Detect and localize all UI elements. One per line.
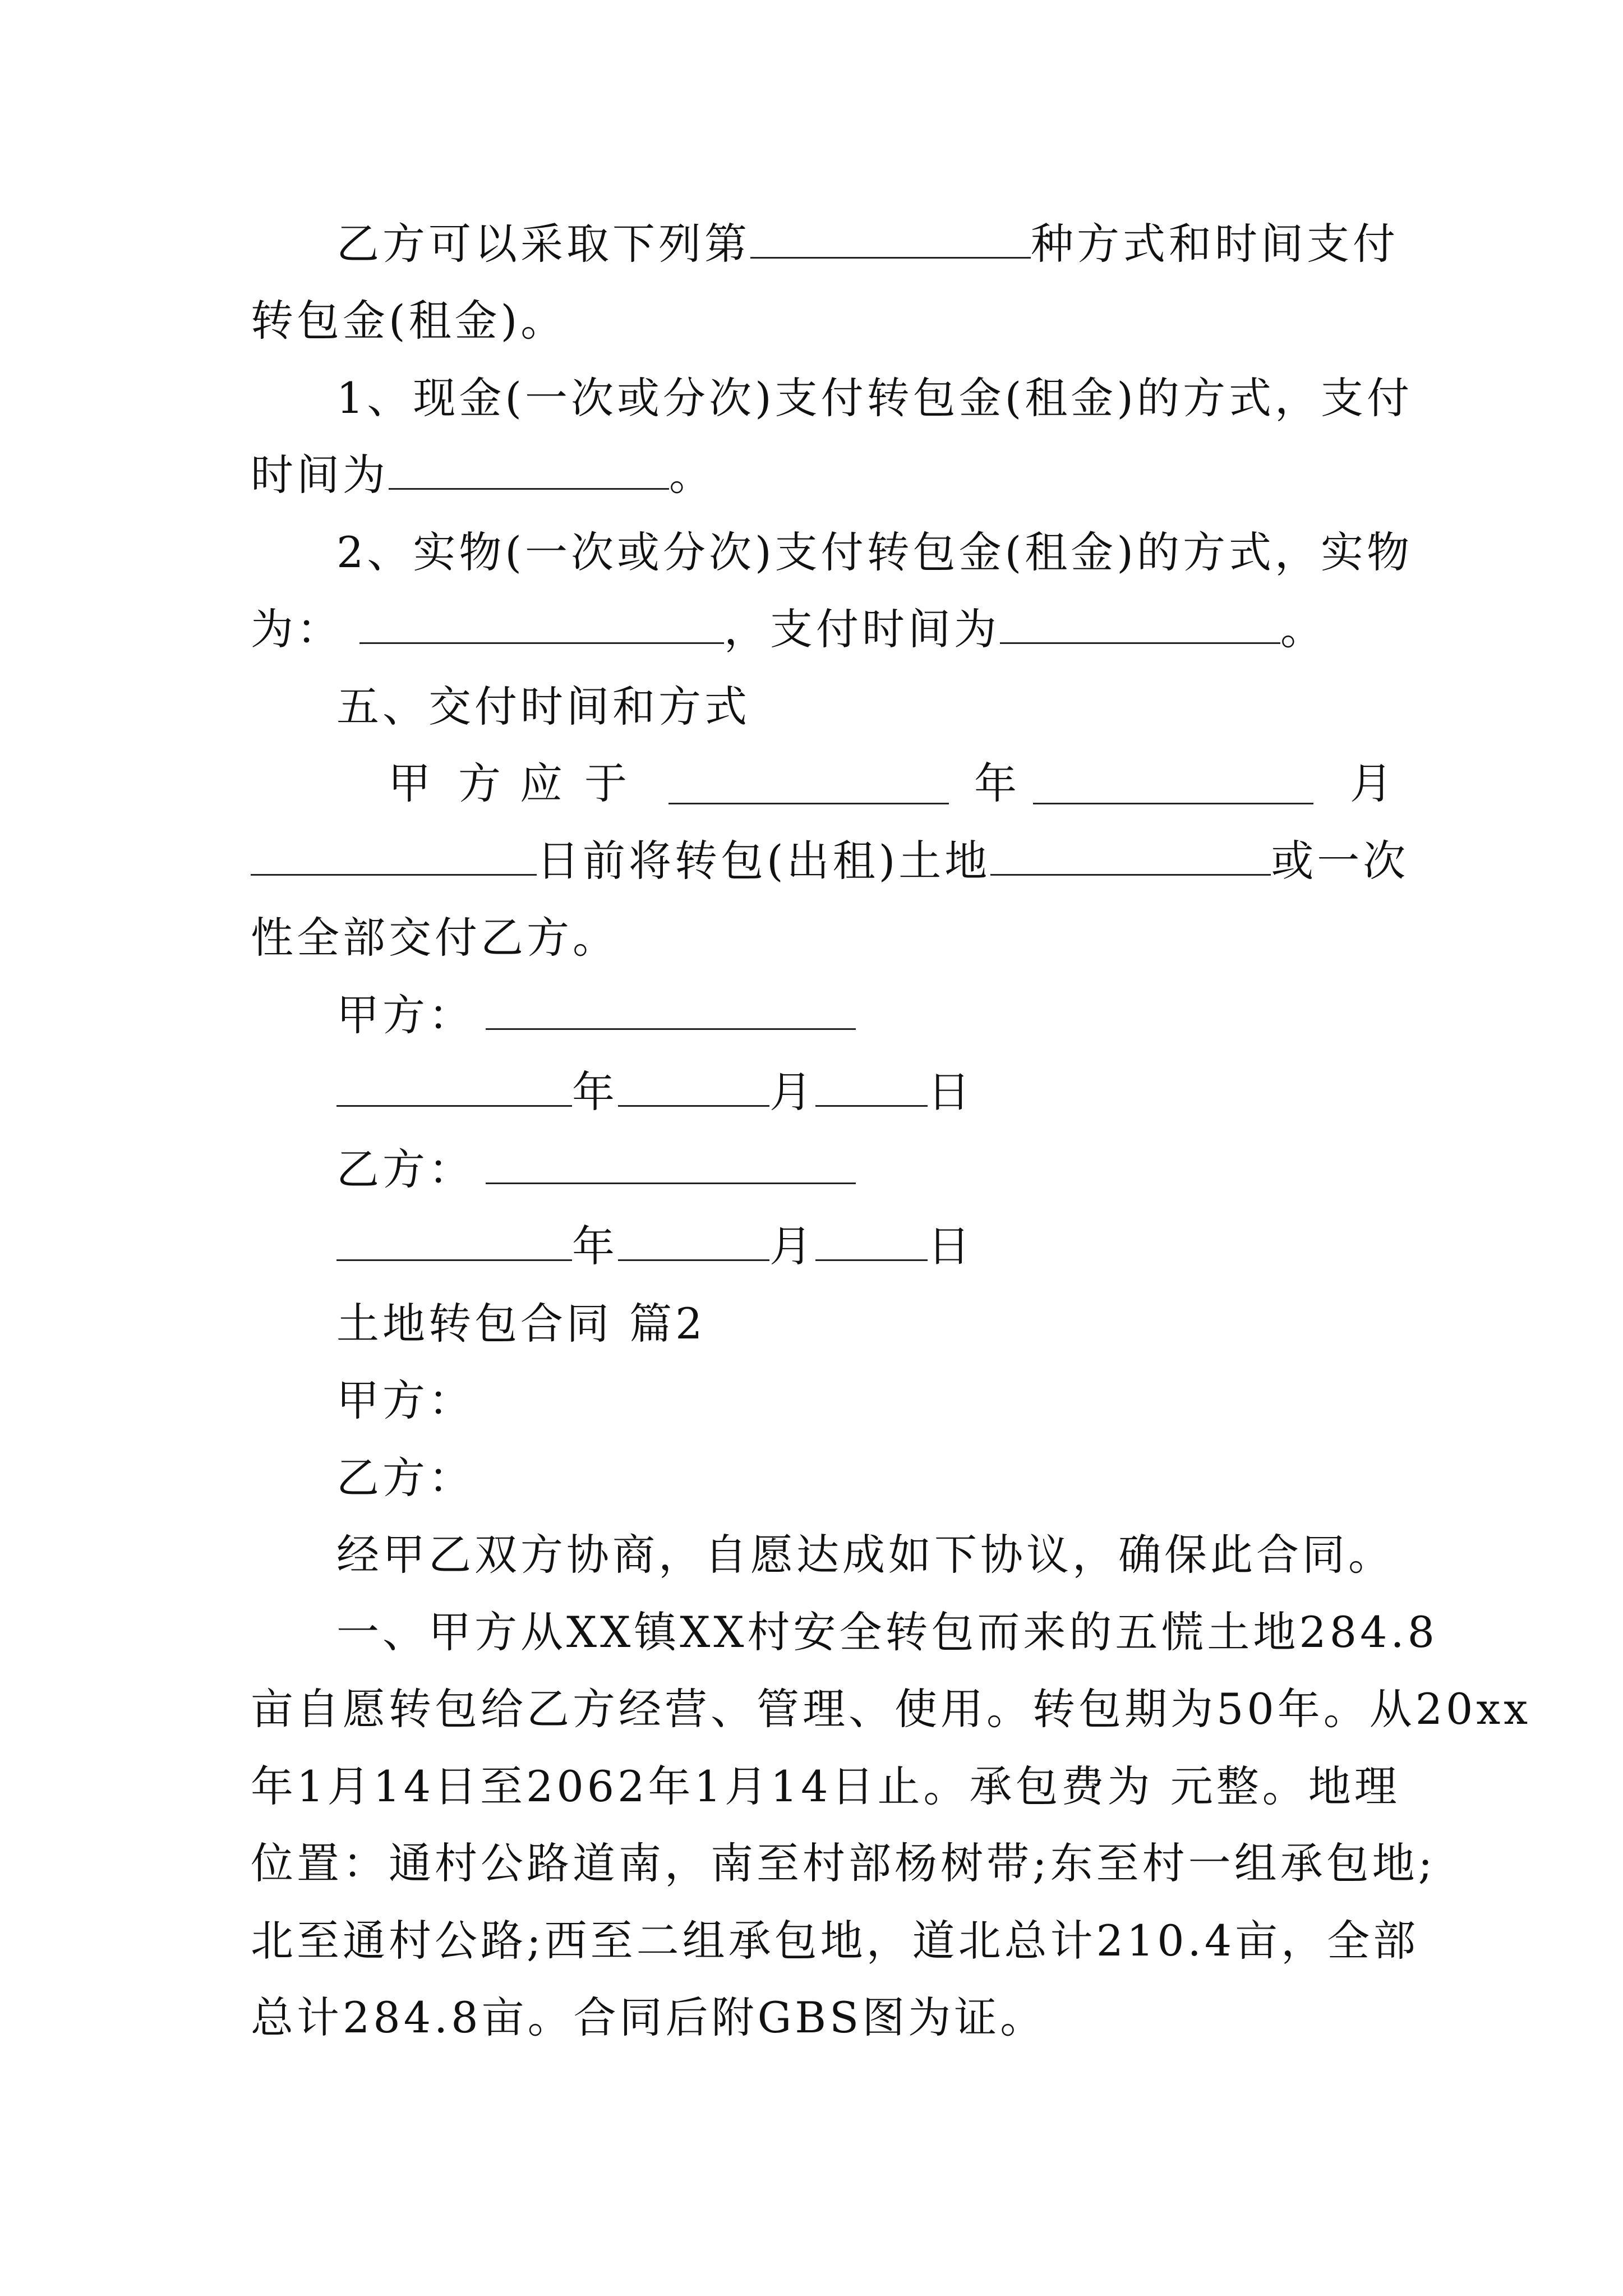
label: 乙方： [336, 1144, 474, 1194]
text: 日 [928, 1221, 974, 1271]
label: 甲方： [336, 1375, 474, 1425]
text: 或一次 [1271, 836, 1409, 886]
signature-date-b [336, 1218, 974, 1274]
signature-party-b [336, 1142, 856, 1198]
text: 方 [458, 758, 501, 808]
goods-payment-line-2 [251, 601, 1326, 657]
blank-field [618, 1220, 769, 1261]
text: 月 [769, 1067, 815, 1117]
text: 2、实物(一次或分次)支付转包金(租金)的方式，实物 [336, 527, 1413, 577]
text: 北至通村公路;西至二组承包地，道北总计210.4亩，全部 [251, 1916, 1419, 1966]
cash-payment-line-1 [336, 370, 1413, 426]
signature-party-a [336, 987, 856, 1043]
contract2-intro [336, 1527, 1394, 1583]
blank-field [336, 1220, 572, 1261]
text: 甲 [388, 758, 431, 808]
text: 一、甲方从XX镇XX村安全转包而来的五慌土地284.8 [336, 1607, 1438, 1657]
cash-payment-line-2 [251, 447, 715, 503]
contract2-clause1-line2 [251, 1681, 1531, 1737]
text: 月 [769, 1221, 815, 1271]
text: 于 [584, 758, 627, 808]
delivery-line-2 [251, 833, 1409, 889]
blank-field [486, 989, 856, 1030]
text: 日前将转包(出租)土地 [537, 836, 991, 886]
contract2-clause1-line4 [251, 1835, 1436, 1892]
blank-field [251, 835, 537, 876]
text: 。 [669, 450, 715, 500]
blank-field [486, 1143, 856, 1184]
blank-field [815, 1066, 928, 1107]
label: 甲方： [336, 990, 474, 1040]
signature-date-a [336, 1064, 974, 1120]
blank-field [389, 449, 669, 490]
contract2-clause1-line3 [251, 1759, 1400, 1815]
title: 土地转包合同 篇2 [336, 1299, 706, 1349]
goods-payment-line-1 [336, 524, 1413, 581]
text: 性全部交付乙方。 [251, 913, 619, 963]
text: 时间为 [251, 450, 389, 500]
text: 日 [928, 1067, 974, 1117]
text: 年 [572, 1067, 618, 1117]
text: 转包金(租金)。 [251, 296, 567, 346]
text: 经甲乙双方协商，自愿达成如下协议，确保此合同。 [336, 1530, 1394, 1580]
contract2-clause1-line6 [251, 1990, 1046, 2046]
blank-field [668, 763, 949, 804]
text: 位置：通村公路道南，南至村部杨树带;东至村一组承包地; [251, 1838, 1436, 1888]
text: 总计284.8亩。合同后附GBS图为证。 [251, 1993, 1046, 2042]
contract2-title [336, 1296, 706, 1352]
contract2-party-b [336, 1450, 474, 1506]
label: 乙方： [336, 1453, 474, 1503]
contract2-clause1-line5 [251, 1913, 1419, 1969]
text: ，支付时间为 [724, 604, 1000, 654]
payment-method-line-2 [251, 293, 566, 349]
text: 应 [520, 758, 562, 808]
text: 年1月14日至2062年1月14日止。承包费为 元整。地理 [251, 1761, 1400, 1811]
blank-field [1000, 603, 1280, 644]
blank-field [815, 1220, 928, 1261]
blank-field [1033, 763, 1313, 804]
payment-method-line-1 [336, 216, 1399, 272]
text: 年 [974, 758, 1017, 808]
heading: 五、交付时间和方式 [336, 682, 750, 731]
text: 种方式和时间支付 [1031, 219, 1399, 269]
blank-field [336, 1066, 572, 1107]
contract2-party-a [336, 1373, 474, 1429]
blank-field [618, 1066, 769, 1107]
text: 乙方可以采取下列第 [336, 219, 750, 269]
text: 亩自愿转包给乙方经营、管理、使用。转包期为50年。从20xx [251, 1684, 1532, 1734]
text: 1、现金(一次或分次)支付转包金(租金)的方式，支付 [336, 373, 1413, 423]
blank-field [359, 603, 724, 644]
blank-field [750, 218, 1031, 259]
text: 为： [251, 604, 343, 654]
text: 。 [1280, 604, 1326, 654]
text: 月 [1350, 758, 1393, 808]
section5-heading [336, 679, 750, 735]
delivery-line-3 [251, 910, 619, 966]
text: 年 [572, 1221, 618, 1271]
contract2-clause1-line1 [336, 1604, 1438, 1660]
blank-field [990, 835, 1271, 876]
